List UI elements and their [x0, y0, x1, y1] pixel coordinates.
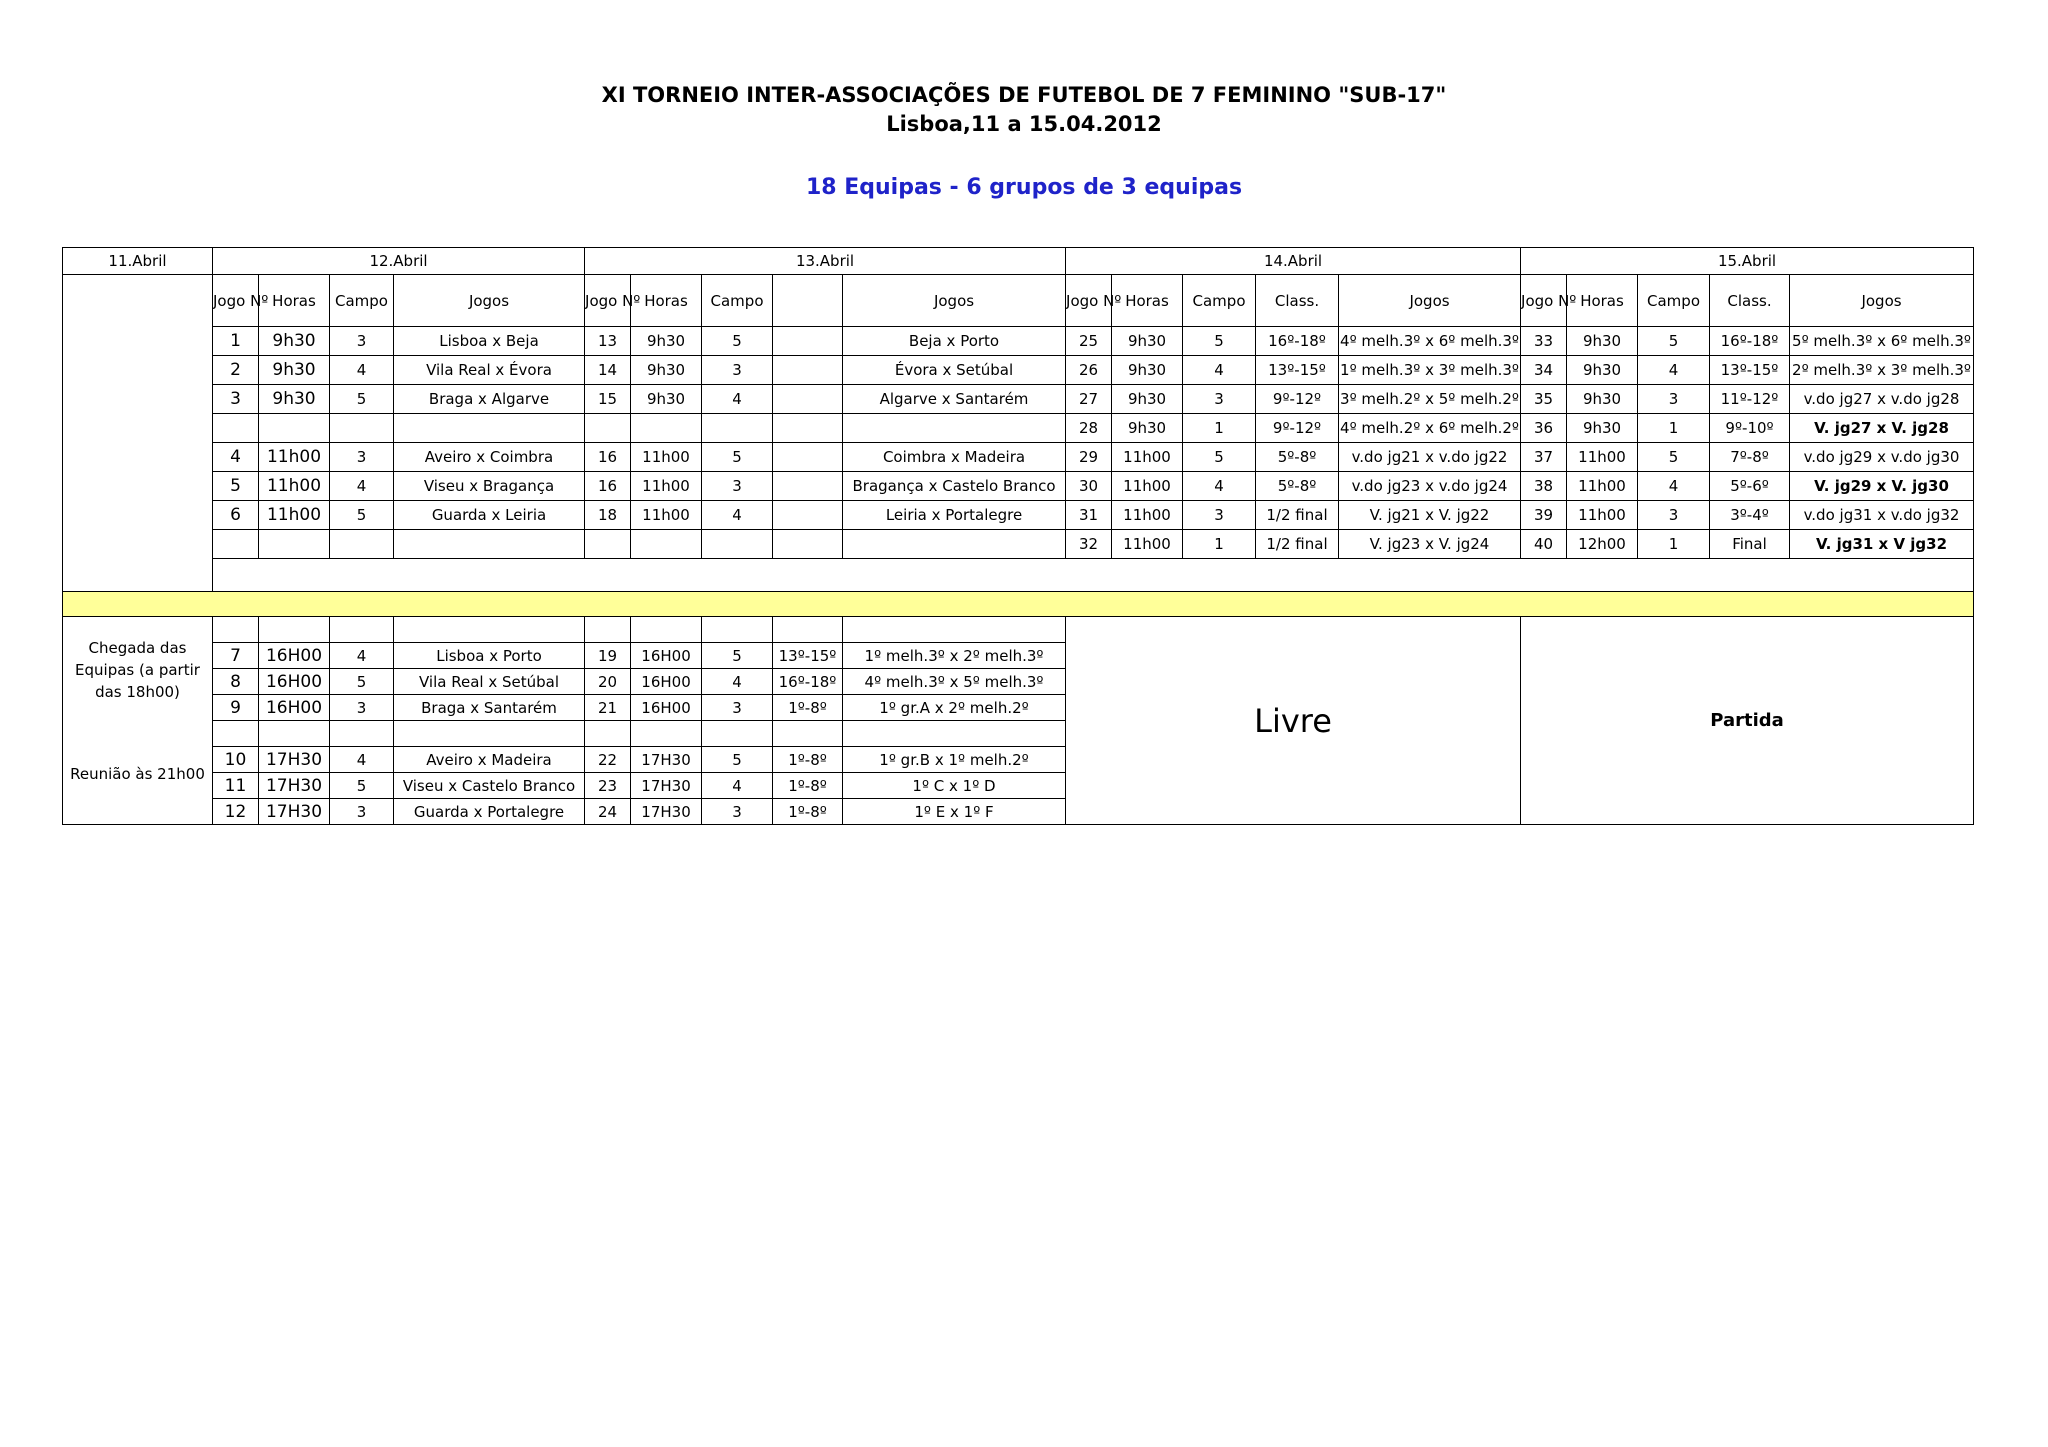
field-cell: 4 — [330, 472, 394, 501]
field-cell: 5 — [330, 385, 394, 414]
matchup-cell: Lisboa x Porto — [394, 643, 585, 669]
game-number-cell: 35 — [1521, 385, 1567, 414]
matchup-cell: 1º melh.3º x 2º melh.3º — [843, 643, 1066, 669]
class-cell — [773, 721, 843, 747]
col-class-header: Class. — [1256, 275, 1339, 327]
field-cell: 5 — [1638, 327, 1710, 356]
class-cell — [773, 327, 843, 356]
game-number-cell: 26 — [1066, 356, 1112, 385]
matchup-cell — [394, 530, 585, 559]
matchup-cell: 1º melh.3º x 3º melh.3º — [1339, 356, 1521, 385]
empty-cell — [394, 617, 585, 643]
matchup-cell: v.do jg23 x v.do jg24 — [1339, 472, 1521, 501]
class-cell — [773, 414, 843, 443]
field-cell: 5 — [330, 773, 394, 799]
game-number-cell: 1 — [213, 327, 259, 356]
class-cell — [773, 530, 843, 559]
game-number-cell: 30 — [1066, 472, 1112, 501]
field-cell: 3 — [702, 472, 773, 501]
time-cell: 11h00 — [1567, 472, 1638, 501]
game-number-cell: 8 — [213, 669, 259, 695]
col-class-header: Class. — [1710, 275, 1790, 327]
game-number-cell: 5 — [213, 472, 259, 501]
field-cell: 5 — [330, 669, 394, 695]
class-cell: 5º-6º — [1710, 472, 1790, 501]
class-cell — [773, 385, 843, 414]
matchup-cell: 1º gr.B x 1º melh.2º — [843, 747, 1066, 773]
time-cell — [259, 721, 330, 747]
time-cell: 9h30 — [259, 385, 330, 414]
game-number-cell: 14 — [585, 356, 631, 385]
time-cell: 11h00 — [1112, 530, 1183, 559]
col-jogo-header: Jogo Nº — [1521, 275, 1567, 327]
class-cell — [773, 501, 843, 530]
game-number-cell: 3 — [213, 385, 259, 414]
time-cell: 9h30 — [1112, 414, 1183, 443]
game-number-cell: 4 — [213, 443, 259, 472]
class-cell: 16º-18º — [773, 669, 843, 695]
class-cell — [773, 443, 843, 472]
day-header: 13.Abril — [585, 248, 1066, 275]
class-cell: 5º-8º — [1256, 443, 1339, 472]
livre-label: Livre — [1066, 617, 1521, 825]
class-cell: 1º-8º — [773, 747, 843, 773]
day-header: 14.Abril — [1066, 248, 1521, 275]
empty-cell — [213, 617, 259, 643]
col-campo-header: Campo — [330, 275, 394, 327]
game-number-cell: 2 — [213, 356, 259, 385]
arrival-note: Chegada das Equipas (a partir das 18h00) — [75, 639, 200, 701]
matchup-cell: v.do jg27 x v.do jg28 — [1790, 385, 1974, 414]
time-cell: 17H30 — [631, 747, 702, 773]
class-cell: 11º-12º — [1710, 385, 1790, 414]
table-row-empty — [63, 617, 1974, 643]
field-cell — [702, 721, 773, 747]
field-cell: 4 — [1638, 472, 1710, 501]
time-cell: 12h00 — [1567, 530, 1638, 559]
matchup-cell: Bragança x Castelo Branco — [843, 472, 1066, 501]
col-class-header-empty — [773, 275, 843, 327]
field-cell: 4 — [1183, 356, 1256, 385]
class-cell: 1º-8º — [773, 799, 843, 825]
field-cell: 5 — [702, 443, 773, 472]
separator-band — [63, 592, 1974, 617]
game-number-cell: 22 — [585, 747, 631, 773]
col-jogos-header: Jogos — [843, 275, 1066, 327]
time-cell: 11h00 — [631, 472, 702, 501]
day-header-row — [63, 248, 1974, 275]
class-cell: 9º-10º — [1710, 414, 1790, 443]
time-cell: 17H30 — [631, 773, 702, 799]
field-cell: 3 — [702, 695, 773, 721]
day11-notes — [63, 617, 213, 825]
time-cell: 17H30 — [259, 747, 330, 773]
field-cell: 1 — [1638, 414, 1710, 443]
table-row — [63, 327, 1974, 356]
matchup-cell: 4º melh.3º x 5º melh.3º — [843, 669, 1066, 695]
col-horas-header: Horas — [631, 275, 702, 327]
matchup-cell: 5º melh.3º x 6º melh.3º — [1790, 327, 1974, 356]
col-jogos-header: Jogos — [394, 275, 585, 327]
game-number-cell: 27 — [1066, 385, 1112, 414]
field-cell: 3 — [330, 443, 394, 472]
table-row-empty — [63, 559, 1974, 592]
class-cell: Final — [1710, 530, 1790, 559]
matchup-cell: Beja x Porto — [843, 327, 1066, 356]
game-number-cell: 33 — [1521, 327, 1567, 356]
matchup-cell: V. jg27 x V. jg28 — [1790, 414, 1974, 443]
field-cell — [702, 414, 773, 443]
time-cell: 11h00 — [259, 472, 330, 501]
time-cell: 11h00 — [1112, 501, 1183, 530]
table-row — [63, 356, 1974, 385]
field-cell: 3 — [702, 356, 773, 385]
empty-cell — [213, 559, 1974, 592]
class-cell: 9º-12º — [1256, 385, 1339, 414]
matchup-cell: v.do jg29 x v.do jg30 — [1790, 443, 1974, 472]
matchup-cell: Guarda x Portalegre — [394, 799, 585, 825]
time-cell: 9h30 — [631, 385, 702, 414]
field-cell: 5 — [1183, 443, 1256, 472]
class-cell: 13º-15º — [1710, 356, 1790, 385]
field-cell: 1 — [1638, 530, 1710, 559]
game-number-cell: 21 — [585, 695, 631, 721]
matchup-cell: 2º melh.3º x 3º melh.3º — [1790, 356, 1974, 385]
matchup-cell: Coimbra x Madeira — [843, 443, 1066, 472]
empty-cell — [843, 617, 1066, 643]
time-cell: 11h00 — [631, 443, 702, 472]
column-header-row — [63, 275, 1974, 327]
matchup-cell: 1º C x 1º D — [843, 773, 1066, 799]
game-number-cell: 16 — [585, 472, 631, 501]
game-number-cell: 31 — [1066, 501, 1112, 530]
time-cell — [631, 414, 702, 443]
game-number-cell: 18 — [585, 501, 631, 530]
game-number-cell: 40 — [1521, 530, 1567, 559]
game-number-cell: 7 — [213, 643, 259, 669]
class-cell: 1/2 final — [1256, 530, 1339, 559]
table-row — [63, 443, 1974, 472]
class-cell: 1º-8º — [773, 773, 843, 799]
time-cell: 9h30 — [1567, 414, 1638, 443]
class-cell: 13º-15º — [773, 643, 843, 669]
empty-cell — [330, 617, 394, 643]
time-cell: 17H30 — [259, 773, 330, 799]
table-row — [63, 472, 1974, 501]
class-cell — [773, 356, 843, 385]
col-horas-header: Horas — [1567, 275, 1638, 327]
matchup-cell — [843, 721, 1066, 747]
matchup-cell: Leiria x Portalegre — [843, 501, 1066, 530]
game-number-cell: 36 — [1521, 414, 1567, 443]
col-campo-header: Campo — [1183, 275, 1256, 327]
game-number-cell: 37 — [1521, 443, 1567, 472]
day-header: 12.Abril — [213, 248, 585, 275]
game-number-cell: 13 — [585, 327, 631, 356]
field-cell: 5 — [330, 501, 394, 530]
matchup-cell: Vila Real x Évora — [394, 356, 585, 385]
empty-cell — [259, 617, 330, 643]
matchup-cell — [843, 530, 1066, 559]
matchup-cell: V. jg29 x V. jg30 — [1790, 472, 1974, 501]
time-cell: 17H30 — [259, 799, 330, 825]
game-number-cell: 6 — [213, 501, 259, 530]
game-number-cell: 24 — [585, 799, 631, 825]
document-title: XI TORNEIO INTER-ASSOCIAÇÕES DE FUTEBOL DE 7 FEMININO "SUB-17" — [601, 83, 1447, 107]
table-row — [63, 501, 1974, 530]
matchup-cell: 1º E x 1º F — [843, 799, 1066, 825]
field-cell: 4 — [702, 385, 773, 414]
time-cell: 11h00 — [259, 443, 330, 472]
time-cell: 11h00 — [1112, 472, 1183, 501]
field-cell: 3 — [330, 327, 394, 356]
matchup-cell: Lisboa x Beja — [394, 327, 585, 356]
time-cell: 9h30 — [631, 356, 702, 385]
table-row — [63, 414, 1974, 443]
meeting-note: Reunião às 21h00 — [70, 765, 205, 783]
field-cell — [330, 414, 394, 443]
field-cell: 5 — [702, 643, 773, 669]
col-jogos-header: Jogos — [1790, 275, 1974, 327]
game-number-cell — [585, 530, 631, 559]
game-number-cell: 19 — [585, 643, 631, 669]
matchup-cell: Aveiro x Madeira — [394, 747, 585, 773]
matchup-cell: Braga x Algarve — [394, 385, 585, 414]
field-cell: 1 — [1183, 414, 1256, 443]
empty-cell — [702, 617, 773, 643]
time-cell: 16H00 — [631, 695, 702, 721]
game-number-cell: 12 — [213, 799, 259, 825]
class-cell: 3º-4º — [1710, 501, 1790, 530]
schedule-table — [62, 247, 1974, 825]
matchup-cell: Viseu x Bragança — [394, 472, 585, 501]
class-cell: 13º-15º — [1256, 356, 1339, 385]
game-number-cell — [213, 414, 259, 443]
field-cell: 1 — [1183, 530, 1256, 559]
matchup-cell: Braga x Santarém — [394, 695, 585, 721]
field-cell: 3 — [330, 695, 394, 721]
time-cell: 11h00 — [631, 501, 702, 530]
game-number-cell: 11 — [213, 773, 259, 799]
time-cell: 16H00 — [259, 643, 330, 669]
field-cell: 4 — [330, 747, 394, 773]
day-header: 11.Abril — [63, 248, 213, 275]
time-cell: 11h00 — [259, 501, 330, 530]
matchup-cell: v.do jg31 x v.do jg32 — [1790, 501, 1974, 530]
col-horas-header: Horas — [259, 275, 330, 327]
field-cell: 4 — [1183, 472, 1256, 501]
game-number-cell — [213, 721, 259, 747]
col-campo-header: Campo — [1638, 275, 1710, 327]
empty-cell — [631, 617, 702, 643]
col-jogos-header: Jogos — [1339, 275, 1521, 327]
col-horas-header: Horas — [1112, 275, 1183, 327]
field-cell: 5 — [702, 747, 773, 773]
time-cell: 9h30 — [1112, 327, 1183, 356]
time-cell: 9h30 — [259, 356, 330, 385]
field-cell: 4 — [702, 669, 773, 695]
field-cell: 4 — [702, 501, 773, 530]
game-number-cell: 29 — [1066, 443, 1112, 472]
matchup-cell: V. jg21 x V. jg22 — [1339, 501, 1521, 530]
field-cell: 3 — [1183, 385, 1256, 414]
class-cell: 16º-18º — [1256, 327, 1339, 356]
game-number-cell: 38 — [1521, 472, 1567, 501]
time-cell: 9h30 — [1112, 385, 1183, 414]
col-jogo-header: Jogo Nº — [1066, 275, 1112, 327]
time-cell: 11h00 — [1567, 501, 1638, 530]
table-row — [63, 530, 1974, 559]
field-cell: 4 — [1638, 356, 1710, 385]
field-cell: 5 — [702, 327, 773, 356]
col-jogo-header: Jogo Nº — [213, 275, 259, 327]
matchup-cell: v.do jg21 x v.do jg22 — [1339, 443, 1521, 472]
class-cell: 1/2 final — [1256, 501, 1339, 530]
time-cell — [259, 530, 330, 559]
time-cell: 9h30 — [1567, 327, 1638, 356]
day11-morning-empty — [63, 275, 213, 592]
field-cell: 3 — [1638, 385, 1710, 414]
matchup-cell: Évora x Setúbal — [843, 356, 1066, 385]
field-cell: 5 — [1638, 443, 1710, 472]
class-cell — [773, 472, 843, 501]
document-subtitle: Lisboa,11 a 15.04.2012 — [886, 112, 1162, 136]
matchup-cell: Algarve x Santarém — [843, 385, 1066, 414]
col-jogo-header: Jogo Nº — [585, 275, 631, 327]
field-cell: 3 — [330, 799, 394, 825]
time-cell — [631, 721, 702, 747]
matchup-cell: 4º melh.3º x 6º melh.3º — [1339, 327, 1521, 356]
class-cell: 5º-8º — [1256, 472, 1339, 501]
field-cell: 4 — [702, 773, 773, 799]
time-cell: 16H00 — [631, 643, 702, 669]
partida-label: Partida — [1521, 617, 1974, 825]
time-cell: 9h30 — [631, 327, 702, 356]
field-cell: 4 — [330, 356, 394, 385]
field-cell: 3 — [1638, 501, 1710, 530]
day-header: 15.Abril — [1521, 248, 1974, 275]
game-number-cell — [585, 414, 631, 443]
game-number-cell: 10 — [213, 747, 259, 773]
field-cell: 5 — [1183, 327, 1256, 356]
game-number-cell: 34 — [1521, 356, 1567, 385]
matchup-cell: 3º melh.2º x 5º melh.2º — [1339, 385, 1521, 414]
matchup-cell: Guarda x Leiria — [394, 501, 585, 530]
matchup-cell: 4º melh.2º x 6º melh.2º — [1339, 414, 1521, 443]
matchup-cell: Aveiro x Coimbra — [394, 443, 585, 472]
matchup-cell: Viseu x Castelo Branco — [394, 773, 585, 799]
game-number-cell — [213, 530, 259, 559]
game-number-cell: 16 — [585, 443, 631, 472]
game-number-cell: 39 — [1521, 501, 1567, 530]
time-cell: 11h00 — [1112, 443, 1183, 472]
col-campo-header: Campo — [702, 275, 773, 327]
game-number-cell: 15 — [585, 385, 631, 414]
game-number-cell: 23 — [585, 773, 631, 799]
time-cell: 9h30 — [1567, 385, 1638, 414]
class-cell: 16º-18º — [1710, 327, 1790, 356]
game-number-cell: 20 — [585, 669, 631, 695]
matchup-cell: 1º gr.A x 2º melh.2º — [843, 695, 1066, 721]
class-cell: 9º-12º — [1256, 414, 1339, 443]
field-cell: 3 — [702, 799, 773, 825]
time-cell: 11h00 — [1567, 443, 1638, 472]
game-number-cell: 9 — [213, 695, 259, 721]
field-cell — [330, 721, 394, 747]
game-number-cell: 25 — [1066, 327, 1112, 356]
field-cell: 3 — [1183, 501, 1256, 530]
matchup-cell: V. jg23 x V. jg24 — [1339, 530, 1521, 559]
time-cell: 16H00 — [631, 669, 702, 695]
class-cell: 7º-8º — [1710, 443, 1790, 472]
class-cell: 1º-8º — [773, 695, 843, 721]
time-cell: 17H30 — [631, 799, 702, 825]
field-cell — [702, 530, 773, 559]
time-cell — [259, 414, 330, 443]
matchup-cell — [394, 414, 585, 443]
teams-summary: 18 Equipas - 6 grupos de 3 equipas — [805, 175, 1243, 200]
matchup-cell — [394, 721, 585, 747]
time-cell: 16H00 — [259, 669, 330, 695]
time-cell: 16H00 — [259, 695, 330, 721]
time-cell: 9h30 — [1112, 356, 1183, 385]
game-number-cell: 28 — [1066, 414, 1112, 443]
table-row — [63, 385, 1974, 414]
spacer — [63, 703, 212, 763]
empty-cell — [585, 617, 631, 643]
field-cell: 4 — [330, 643, 394, 669]
matchup-cell: Vila Real x Setúbal — [394, 669, 585, 695]
game-number-cell — [585, 721, 631, 747]
time-cell — [631, 530, 702, 559]
separator-row — [63, 592, 1974, 617]
game-number-cell: 32 — [1066, 530, 1112, 559]
matchup-cell — [843, 414, 1066, 443]
time-cell: 9h30 — [259, 327, 330, 356]
field-cell — [330, 530, 394, 559]
time-cell: 9h30 — [1567, 356, 1638, 385]
matchup-cell: V. jg31 x V jg32 — [1790, 530, 1974, 559]
empty-cell — [773, 617, 843, 643]
